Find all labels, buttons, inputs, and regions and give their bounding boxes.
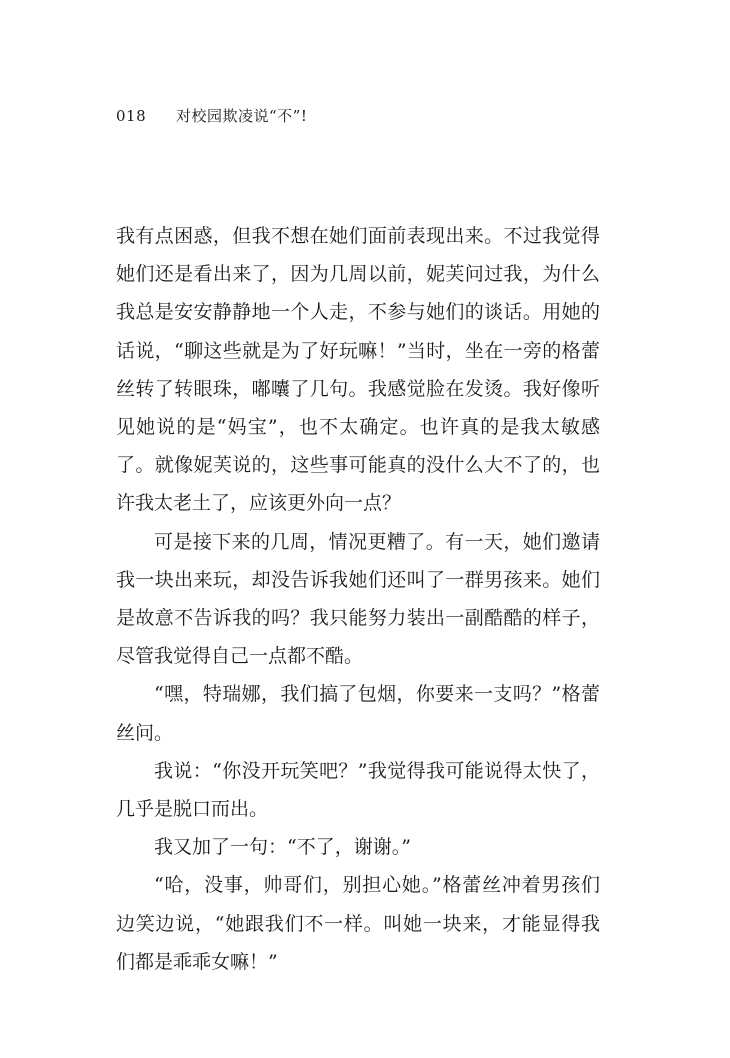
page-number: 018 — [116, 107, 147, 125]
body-text — [116, 217, 600, 981]
paragraph: 我又加了一句：“不了，谢谢。” — [154, 836, 411, 859]
running-header — [116, 104, 307, 128]
paragraph: 可是接下来的几周，情况更糟了。有一天，她们邀请我一块出来玩，却没告诉我她们还叫了一群男孩来。她们是故意不告诉我的吗？我只能努力装出一副酷酷的样子，尽管我觉得自己一点都不酷。 — [116, 530, 600, 668]
paragraph: 我说：“你没开玩笑吧？”我觉得我可能说得太快了，几乎是脱口而出。 — [116, 759, 600, 821]
paragraph: “嘿，特瑞娜，我们搞了包烟，你要来一支吗？”格蕾丝问。 — [116, 683, 600, 744]
paragraph: “哈，没事，帅哥们，别担心她。”格蕾丝冲着男孩们边笑边说，“她跟我们不一样。叫她一块来，才能显得我们都是乖乖女嘛！” — [116, 874, 600, 973]
paragraph: 我有点困惑，但我不想在她们面前表现出来。不过我觉得她们还是看出来了，因为几周以前，妮芙问过我，为什么我总是安安静静地一个人走，不参与她们的谈话。用她的话说，“聊这些就是为了好玩嘛！”当时，坐在一旁的格蕾丝转了转眼珠，嘟囔了几句。我感觉脸在发烫。我好像听见她说的是“妈宝”，也不太确定。也许真的是我太敏感了。就像妮芙说的，这些事可能真的没什么大不了的，也许我太老土了，应该更外向一点？ — [116, 225, 600, 515]
chapter-title: 对校园欺凌说“不”! — [176, 107, 308, 125]
